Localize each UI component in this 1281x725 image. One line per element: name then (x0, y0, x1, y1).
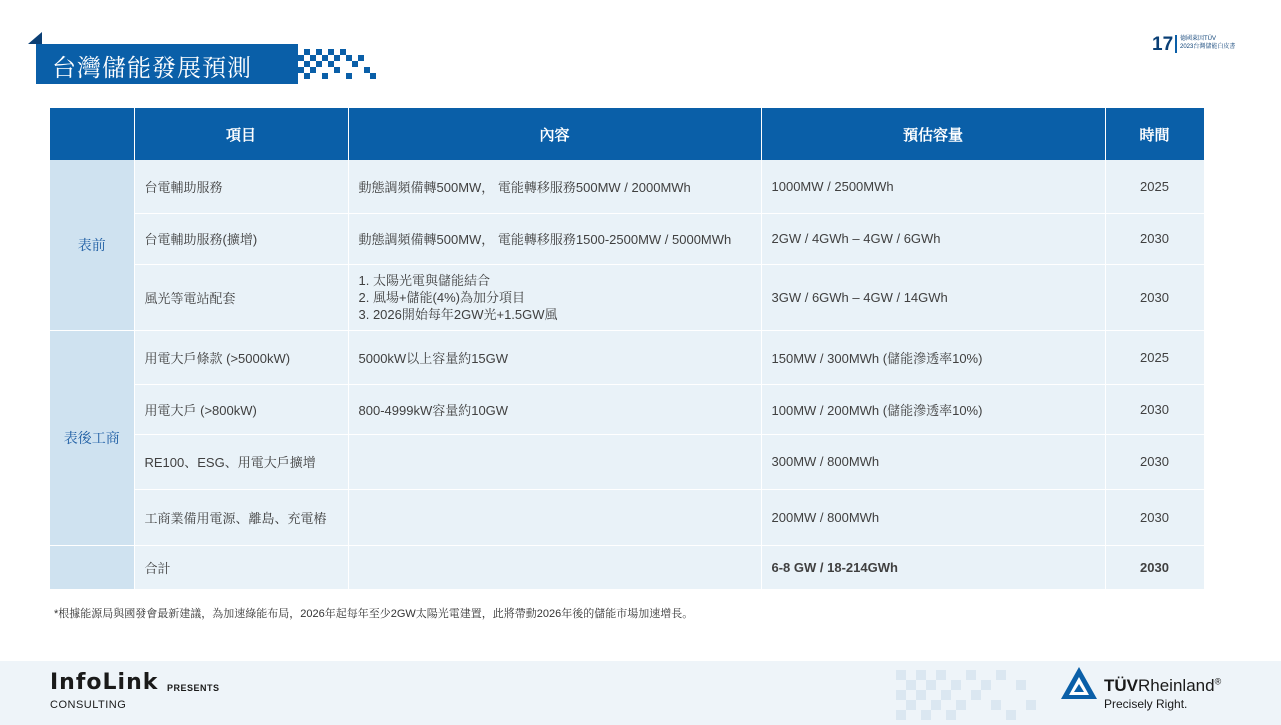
capacity-cell: 2GW / 4GWh – 4GW / 6GWh (761, 213, 1105, 264)
capacity-cell: 1000MW / 2500MWh (761, 160, 1105, 213)
group-label-front: 表前 (50, 160, 134, 330)
header-content: 內容 (348, 108, 761, 160)
total-label: 合計 (134, 545, 348, 589)
table-row (50, 384, 1204, 434)
item-cell: 用電大戶條款 (>5000kW) (134, 330, 348, 384)
page-number-divider (1175, 35, 1177, 53)
content-cell-list (348, 264, 761, 330)
header-group (50, 108, 134, 160)
page-number: 17 (1152, 34, 1174, 55)
tuv-brand-suffix: Rheinland (1138, 676, 1215, 695)
item-cell: 風光等電站配套 (134, 264, 348, 330)
registered-mark: ® (1214, 676, 1222, 687)
time-cell: 2025 (1105, 160, 1204, 213)
time-cell: 2030 (1105, 213, 1204, 264)
table-row (50, 264, 1204, 330)
content-cell (348, 434, 761, 489)
consulting-label: CONSULTING (50, 699, 127, 711)
content-line: 2. 風場+儲能(4%)為加分項目 (358, 289, 525, 305)
page-subtitle-line2: 2023台灣儲能白皮書 (1180, 44, 1236, 50)
table-row (50, 160, 1204, 213)
item-cell: RE100、ESG、用電大戶擴增 (134, 434, 348, 489)
forecast-table (50, 108, 1205, 590)
content-cell (348, 489, 761, 545)
total-time: 2030 (1105, 545, 1204, 589)
item-cell: 工商業備用電源、離島、充電樁 (134, 489, 348, 545)
item-cell: 用電大戶 (>800kW) (134, 384, 348, 434)
content-line: 1. 太陽光電與儲能結合 (358, 272, 490, 288)
title-tab-decoration (28, 32, 42, 44)
content-line: 3. 2026開始每年2GW光+1.5GW風 (358, 306, 558, 322)
content-cell: 動態調頻備轉500MW， 電能轉移服務1500-2500MW / 5000MWh (348, 213, 761, 264)
table-row (50, 434, 1204, 489)
item-cell: 台電輔助服務(擴增) (134, 213, 348, 264)
item-cell: 台電輔助服務 (134, 160, 348, 213)
capacity-cell: 3GW / 6GWh – 4GW / 14GWh (761, 264, 1105, 330)
capacity-cell: 200MW / 800MWh (761, 489, 1105, 545)
page-title: 台灣儲能發展預測 (52, 54, 252, 82)
group-label-behind: 表後工商 (50, 330, 134, 545)
tuv-tagline: Precisely Right. (1104, 697, 1188, 711)
footer-pixel-decoration-icon (896, 662, 1041, 724)
presents-label: PRESENTS (167, 683, 220, 693)
table-total-row (50, 545, 1204, 589)
header-capacity: 預估容量 (761, 108, 1105, 160)
total-capacity: 6-8 GW / 18-214GWh (761, 545, 1105, 589)
header-item: 項目 (134, 108, 348, 160)
capacity-cell: 300MW / 800MWh (761, 434, 1105, 489)
content-cell: 動態調頻備轉500MW， 電能轉移服務500MW / 2000MWh (348, 160, 761, 213)
footnote: *根據能源局與國發會最新建議，為加速綠能布局，2026年起每年至少2GW太陽光電建置，此將帶動2026年後的儲能市場加速增長。 (54, 608, 694, 620)
total-content (348, 545, 761, 589)
tuv-brand-name (1104, 676, 1221, 696)
time-cell: 2030 (1105, 384, 1204, 434)
capacity-cell: 150MW / 300MWh (儲能滲透率10%) (761, 330, 1105, 384)
table-row (50, 489, 1204, 545)
table-row (50, 213, 1204, 264)
table-row (50, 330, 1204, 384)
tuv-triangle-logo-icon (1059, 665, 1099, 701)
time-cell: 2030 (1105, 489, 1204, 545)
time-cell: 2030 (1105, 264, 1204, 330)
infolink-logo: InfoLink (50, 670, 159, 695)
time-cell: 2030 (1105, 434, 1204, 489)
time-cell: 2025 (1105, 330, 1204, 384)
pixel-decoration-icon (292, 45, 382, 81)
capacity-cell: 100MW / 200MWh (儲能滲透率10%) (761, 384, 1105, 434)
group-label-empty (50, 545, 134, 589)
content-cell: 5000kW以上容量約15GW (348, 330, 761, 384)
content-cell: 800-4999kW容量約10GW (348, 384, 761, 434)
tuv-brand-prefix: TÜV (1104, 676, 1138, 695)
page-subtitle-line1: 德國萊因TÜV (1180, 36, 1217, 42)
table-header-row (50, 108, 1204, 160)
header-time: 時間 (1105, 108, 1204, 160)
page-subtitle (1180, 35, 1260, 51)
